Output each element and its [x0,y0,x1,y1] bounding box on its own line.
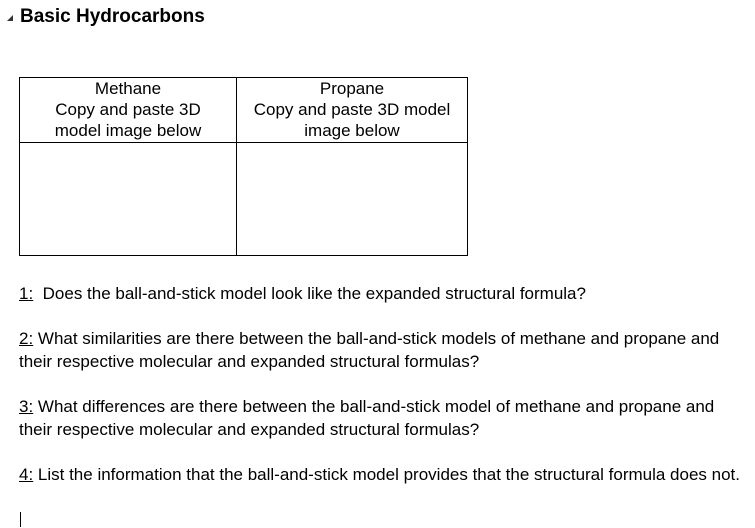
question-3[interactable] [19,395,749,441]
methane-instruction-line2: model image below [54,121,202,140]
question-4[interactable] [19,463,749,486]
question-2-text: What similarities are there between the ball-and-stick models of methane and propane and their respective molecular and expanded structural formulas? [19,329,720,371]
propane-image-cell[interactable] [237,143,468,256]
table-image-row [20,143,468,256]
model-table [19,77,468,256]
section-heading [4,5,205,29]
table-header-row [20,78,468,143]
propane-instruction-line2: image below [304,121,400,140]
question-3-number: 3: [19,397,34,416]
methane-header-cell [20,78,237,143]
section-title: Basic Hydrocarbons [20,6,205,27]
question-1-text: Does the ball-and-stick model look like the expanded structural formula? [33,284,586,303]
methane-label: Methane [94,79,162,98]
propane-header-cell [237,78,468,143]
question-2-number: 2: [19,329,34,348]
question-2[interactable] [19,327,749,373]
question-list [19,282,749,508]
question-3-text: What differences are there between the ball-and-stick model of methane and propane and their respective molecular and expanded structural formulas? [19,397,715,439]
question-4-number: 4: [19,465,34,484]
propane-label: Propane [319,79,385,98]
propane-instruction-line1: Copy and paste 3D model [253,100,451,119]
text-cursor [20,512,21,527]
methane-image-cell[interactable] [20,143,237,256]
question-4-text: List the information that the ball-and-stick model provides that the structural formula does not. [33,465,740,484]
question-1[interactable] [19,282,749,305]
collapse-triangle-icon[interactable] [4,11,16,23]
question-1-number: 1: [19,284,34,303]
methane-instruction-line1: Copy and paste 3D [55,100,201,119]
